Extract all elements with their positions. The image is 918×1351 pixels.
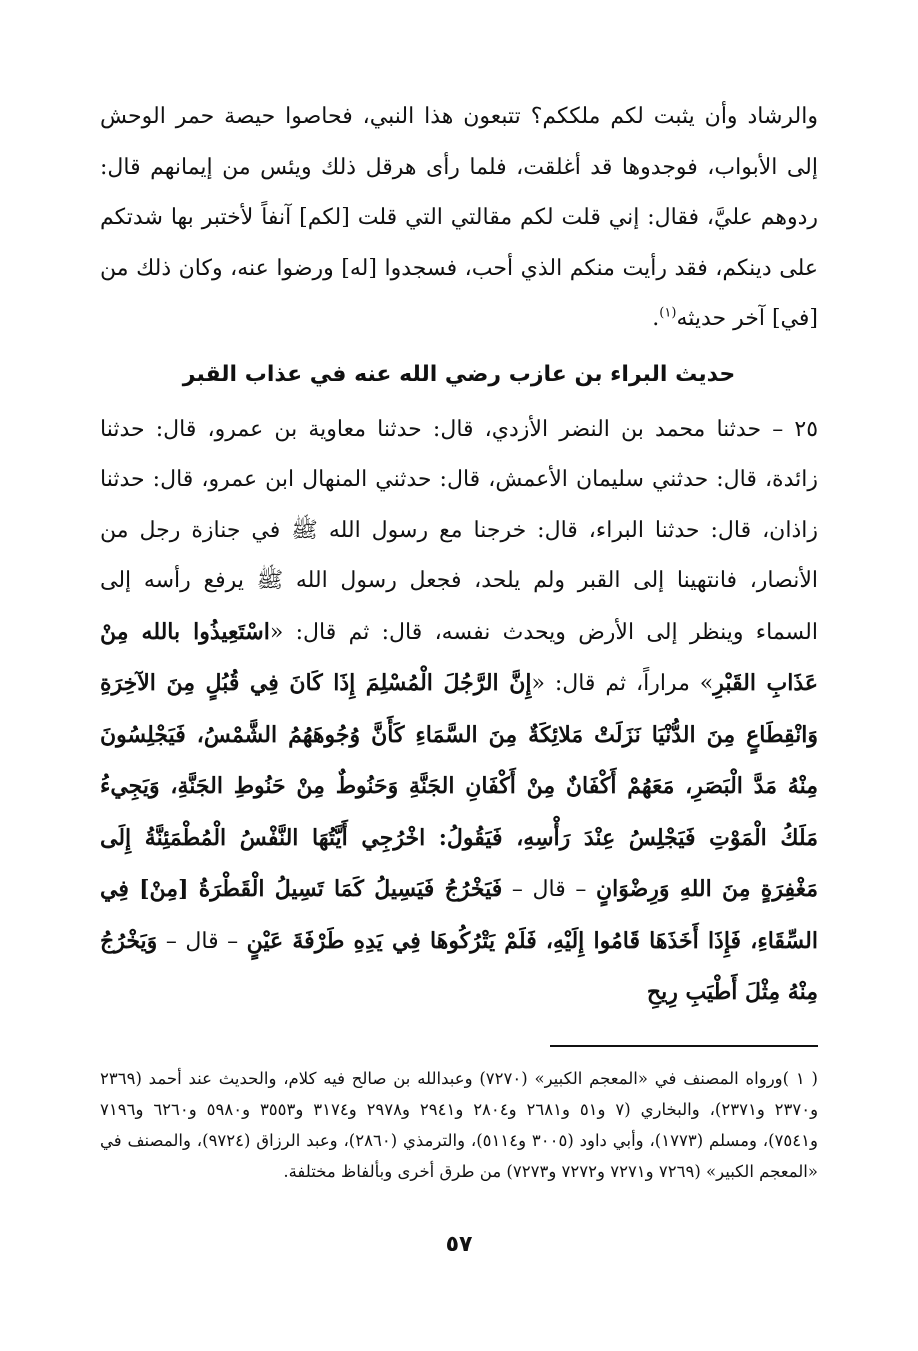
hadith-text-part3: – قال – xyxy=(502,877,596,902)
intro-text: والرشاد وأن يثبت لكم ملككم؟ تتبعون هذا النبي، فحاصوا حيصة حمر الوحش إلى الأبواب، فوجدوها قد أغلقت، فلما رأى هرقل ذلك ويئس من إيمانهم قال: ردوهم عليَّ، فقال: إني قلت لكم مقالتي التي قلت [لكم] آنفاً لأختبر بها شدتكم على دينكم، فقد رأيت منكم الذي أحب، فسجدوا [له] ورضوا عنه، وكان ذلك من [في] آخر حديثه xyxy=(100,104,818,331)
main-text xyxy=(100,92,818,1019)
section-heading: حديث البراء بن عازب رضي الله عنه في عذاب القبر xyxy=(182,361,736,387)
hadith-number: ٢٥ – xyxy=(772,416,819,442)
footnotes xyxy=(100,1063,818,1187)
hadith-quote-2: إِنَّ الرَّجُلَ الْمُسْلِمَ إِذَا كَانَ فِي قُبُلٍ مِنَ الآخِرَةِ وَانْقِطَاعٍ مِنَ الدُّنْيَا نَزَلَتْ مَلائِكَةٌ مِنَ السَّمَاءِ كَأَنَّ وُجُوهَهُمُ الشَّمْسُ، فَيَجْلِسُونَ مِنْهُ مَدَّ الْبَصَرِ، مَعَهُمْ أَكْفَانٌ مِنْ أَكْفَانِ الجَنَّةِ وَحَنُوطٌ مِنْ حَنُوطِ الجَنَّةِ، وَيَجِيءُ مَلَكُ الْمَوْتِ فَيَجْلِسُ عِنْدَ رَأْسِهِ، فَيَقُولُ: اخْرُجِي أَيَّتُهَا النَّفْسُ الْمُطْمَئِنَّةُ إِلَى مَغْفِرَةٍ مِنَ اللهِ وَرِضْوَانٍ xyxy=(100,670,818,902)
footnote-item: ( ١ )ورواه المصنف في «المعجم الكبير» (٧٢٧٠) وعبدالله بن صالح فيه كلام، والحديث عند أحمد (٢٣٦٩ و٢٣٧٠ و٢٣٧١)، والبخاري (٧ و٥١ و٢٦٨١ و٢٨٠٤ و٢٩٤١ و٢٩٧٨ و٣١٧٤ و٣٥٥٣ و٥٩٨٠ و٦٢٦٠ و٧١٩٦ و٧٥٤١)، ومسلم (١٧٧٣)، وأبي داود (٣٠٠٥ و٥١١٤)، والترمذي (٢٨٦٠)، وعبد الرزاق (٩٧٢٤)، والمصنف في «المعجم الكبير» (٧٢٦٩ و٧٢٧١ و٧٢٧٢ و٧٢٧٣) من طرق أخرى وبألفاظ مختلفة. xyxy=(100,1068,819,1181)
intro-paragraph xyxy=(100,92,818,345)
hadith-text-part4: – قال – xyxy=(157,928,247,954)
footnote-reference[interactable]: (١) xyxy=(659,305,677,321)
hadith-quote-3: فَيَخْرُجُ فَيَسِيلُ كَمَا تَسِيلُ الْقَطْرَةُ [مِنْ] فِي السِّقَاءِ، فَإِذَا أَخَذَهَا قَامُوا إِلَيْهِ، فَلَمْ يَتْرُكُوهَا فِي يَدِهِ طَرْفَةَ عَيْنٍ xyxy=(100,876,818,954)
intro-end: . xyxy=(652,306,660,331)
hadith-quote-4: وَيَخْرُجُ مِنْهُ مِثْلَ أَطْيَبِ رِيحِ xyxy=(100,927,818,1005)
footnote-divider xyxy=(550,1045,818,1047)
page-number: ٥٧ xyxy=(445,1232,473,1257)
hadith-text-part2: » مراراً، ثم قال: « xyxy=(531,671,714,696)
hadith-paragraph xyxy=(100,405,818,1019)
hadith-quote-1: اسْتَعِيذُوا بالله مِنْ عَذَابِ القَبْرِ xyxy=(100,618,818,696)
hadith-text-part1: حدثنا محمد بن النضر الأزدي، قال: حدثنا معاوية بن عمرو، قال: حدثنا زائدة، قال: حدثني سليمان الأعمش، قال: حدثني المنهال ابن عمرو، قال: حدثنا زاذان، قال: حدثنا البراء، قال: خرجنا مع رسول الله ﷺ في جنازة رجل من الأنصار، فانتهينا إلى القبر ولم يلحد، فجعل رسول الله ﷺ يرفع رأسه إلى السماء وينظر إلى الأرض ويحدث نفسه، قال: ثم قال: « xyxy=(100,416,818,645)
